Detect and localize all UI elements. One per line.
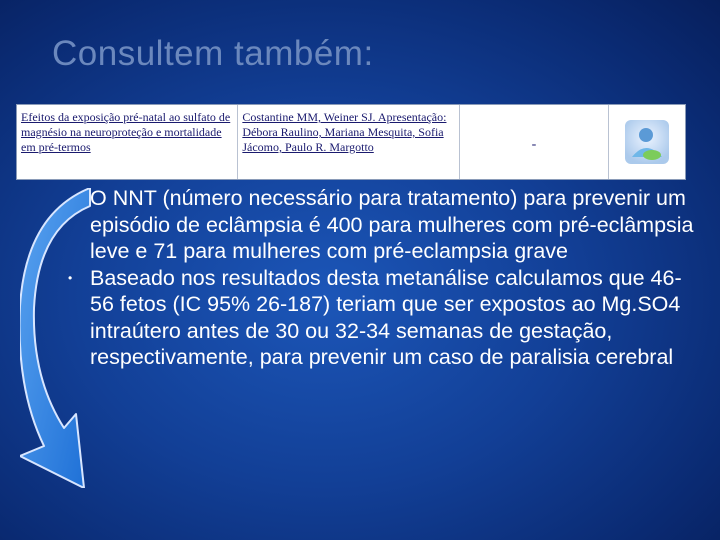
- bullet-list: [68, 185, 700, 371]
- bullet-item-nnt: [90, 185, 700, 265]
- bullet-text: Baseado nos resultados desta metanálise calculamos que 46-56 fetos (IC 95% 26-187) teriam que ser expostos ao Mg.SO4 intraútero antes de 30 ou 32-34 semanas de gestação, respectivamente, para prevenir um caso de paralisia cerebral: [90, 265, 682, 369]
- bullet-item-metanalise: [68, 265, 700, 371]
- reference-table: [16, 104, 686, 180]
- slide-title: Consultem também:: [52, 34, 374, 73]
- extra-text: -: [531, 137, 537, 152]
- user-icon[interactable]: [622, 117, 672, 167]
- authors-link[interactable]: Costantine MM, Weiner SJ. Apresentação: Débora Raulino, Mariana Mesquita, Sofia Jácomo, Paulo R. Margotto: [242, 110, 447, 154]
- article-link[interactable]: Efeitos da exposição pré-natal ao sulfato de magnésio na neuroproteção e mortalidade em pré-termos: [21, 110, 231, 154]
- icon-cell: [609, 105, 685, 179]
- article-cell: [17, 105, 238, 179]
- bullet-marker: •: [68, 270, 73, 285]
- bullet-text: O NNT (número necessário para tratamento) para prevenir um episódio de eclâmpsia é 400 para mulheres com pré-eclâmpsia leve e 71 para mulheres com pré-eclampsia grave: [90, 186, 694, 263]
- extra-cell: [460, 105, 610, 179]
- authors-cell: [238, 105, 459, 179]
